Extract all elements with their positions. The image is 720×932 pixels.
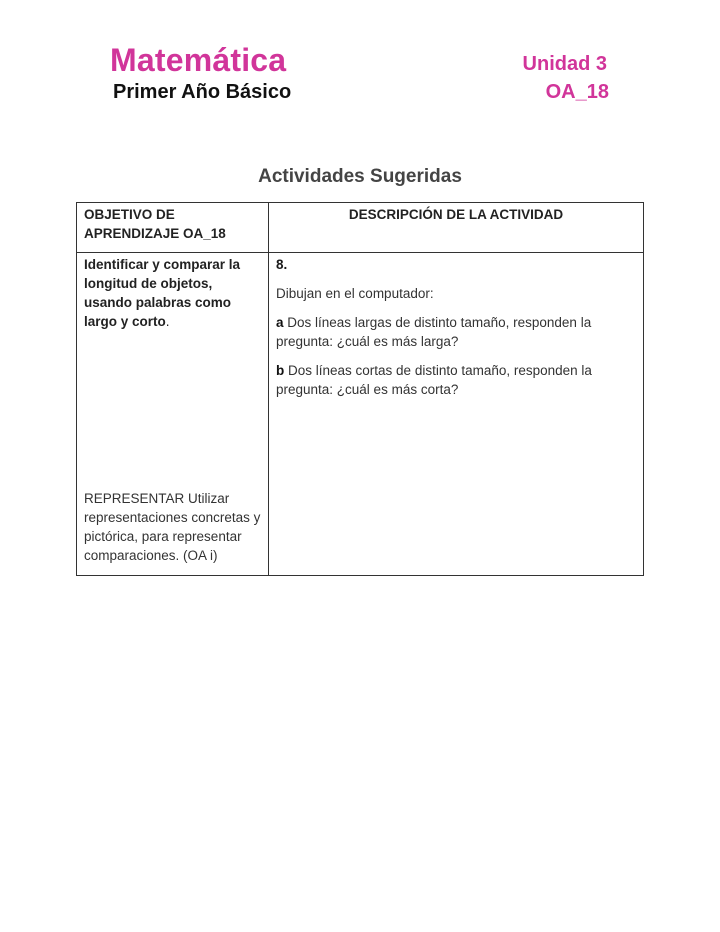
objective-text: Identificar y comparar la longitud de objetos, usando palabras como largo y corto xyxy=(84,257,241,329)
activity-number: 8. xyxy=(276,257,288,272)
subject-title: Matemática xyxy=(110,42,287,78)
activities-table xyxy=(76,202,644,576)
activity-item-b xyxy=(276,361,636,399)
skill-text: REPRESENTAR Utilizar representaciones concretas y pictórica, para representar comparaciones. (OA i) xyxy=(84,491,261,563)
activity-cell xyxy=(269,253,644,576)
item-label: b xyxy=(276,363,285,378)
objective-period: . xyxy=(165,314,170,329)
column-header-objective: OBJETIVO DE APRENDIZAJE OA_18 xyxy=(77,203,269,253)
activity-intro: Dibujan en el computador: xyxy=(276,286,434,301)
unit-label: Unidad 3 xyxy=(522,53,607,75)
grade-subtitle: Primer Año Básico xyxy=(113,81,292,103)
item-text: Dos líneas cortas de distinto tamaño, responden la pregunta: ¿cuál es más corta? xyxy=(276,363,592,397)
section-title: Actividades Sugeridas xyxy=(258,166,462,187)
item-text: Dos líneas largas de distinto tamaño, responden la pregunta: ¿cuál es más larga? xyxy=(276,315,592,349)
objective-cell xyxy=(77,253,269,576)
item-label: a xyxy=(276,315,284,330)
activity-item-a xyxy=(276,313,636,351)
column-header-description: DESCRIPCIÓN DE LA ACTIVIDAD xyxy=(269,203,644,253)
objective-code: OA_18 xyxy=(545,81,609,103)
table-header-row xyxy=(77,203,644,253)
table-row xyxy=(77,253,644,576)
